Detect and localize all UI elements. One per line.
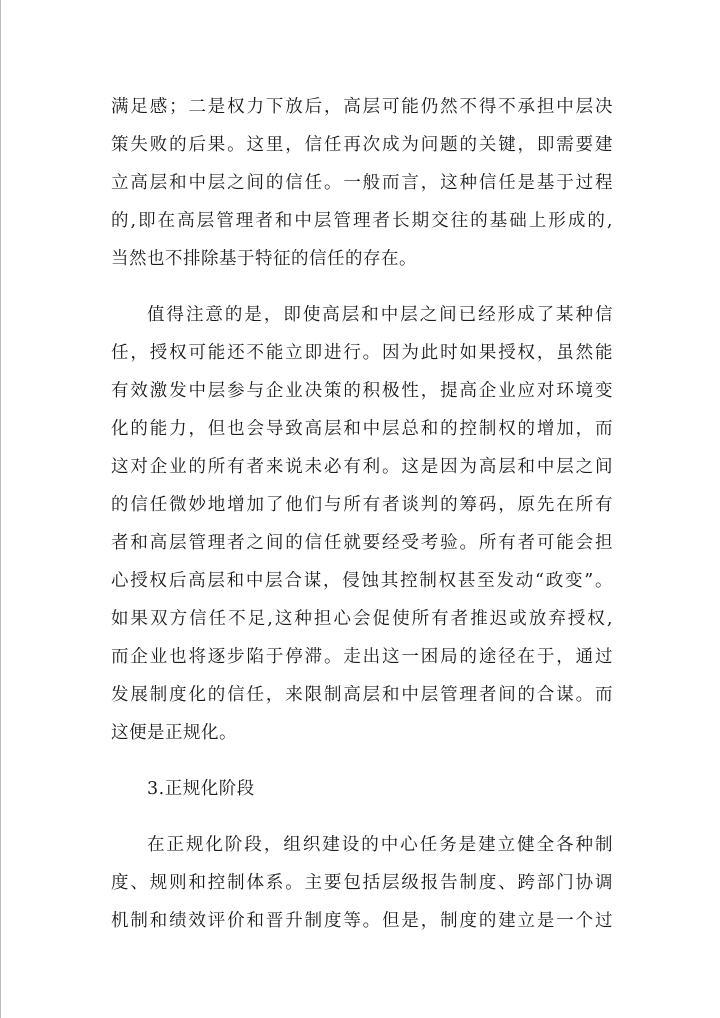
paragraph-gap	[111, 752, 613, 770]
paragraph-2-line-7: 者和高层管理者之间的信任就要经受考验。所有者可能会担	[111, 533, 613, 553]
paragraph-1-line-1: 满足感；二是权力下放后，高层可能仍然不得不承担中层决	[111, 97, 613, 117]
paragraph-3-line-1: 在正规化阶段，组织建设的中心任务是建立健全各种制	[147, 835, 613, 855]
paragraph-gap	[111, 278, 613, 296]
paragraph-3-line-2: 度、规则和控制体系。主要包括层级报告制度、跨部门协调	[111, 873, 613, 893]
paragraph-2-line-1: 值得注意的是，即使高层和中层之间已经形成了某种信	[147, 305, 613, 325]
paragraph-2-line-9: 如果双方信任不足,这种担心会促使所有者推迟或放弃授权,	[111, 609, 613, 629]
paragraph-2-line-6: 的信任微妙地增加了他们与所有者谈判的筹码，原先在所有	[111, 495, 613, 515]
paragraph-2-line-11: 发展制度化的信任，来限制高层和中层管理者间的合谋。而	[111, 685, 613, 705]
paragraph-2-line-3: 有效激发中层参与企业决策的积极性，提高企业应对环境变	[111, 381, 613, 401]
paragraph-2-line-2: 任，授权可能还不能立即进行。因为此时如果授权，虽然能	[111, 343, 613, 363]
paragraph-2-line-10: 而企业也将逐步陷于停滞。走出这一困局的途径在于，通过	[111, 647, 613, 667]
paragraph-1-line-4: 的,即在高层管理者和中层管理者长期交往的基础上形成的,	[111, 211, 613, 231]
paragraph-1-line-2: 策失败的后果。这里，信任再次成为问题的关键，即需要建	[111, 135, 613, 155]
paragraph-3-line-3: 机制和绩效评价和晋升制度等。但是，制度的建立是一个过	[111, 911, 613, 931]
paragraph-2-line-8: 心授权后高层和中层合谋，侵蚀其控制权甚至发动“政变”。	[111, 571, 613, 591]
paragraph-1-line-5: 当然也不排除基于特征的信任的存在。	[111, 249, 417, 269]
paragraph-gap	[111, 808, 613, 826]
paragraph-1-line-3: 立高层和中层之间的信任。一般而言，这种信任是基于过程	[111, 173, 613, 193]
paragraph-2-line-5: 这对企业的所有者来说未必有利。这是因为高层和中层之间	[111, 457, 613, 477]
paragraph-2-line-12: 这便是正规化。	[111, 723, 237, 743]
paragraph-2-line-4: 化的能力，但也会导致高层和中层总和的控制权的增加，而	[111, 419, 613, 439]
section-heading: 3.正规化阶段	[147, 779, 255, 799]
document-body	[111, 88, 613, 940]
